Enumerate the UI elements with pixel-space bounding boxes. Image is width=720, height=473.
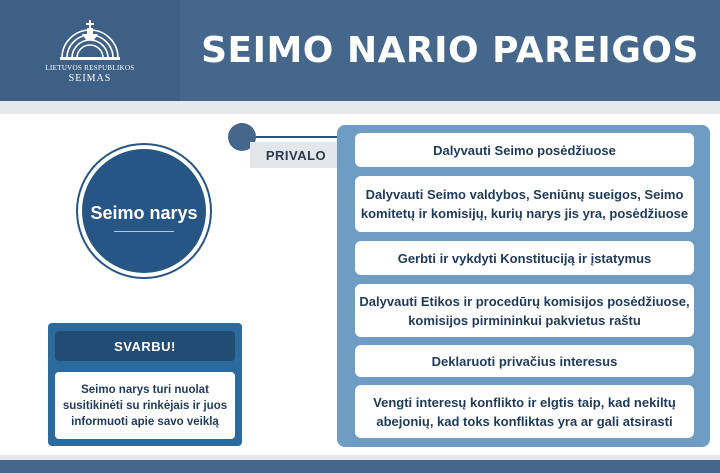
duty-item: Gerbti ir vykdyti Konstituciją ir įstatymus <box>355 241 694 275</box>
logo-text-line2: SEIMAS <box>68 73 112 84</box>
obligation-tag <box>250 142 342 168</box>
duty-item: Vengti interesų konflikto ir elgtis taip, kad nekiltų abejonių, kad toks konfliktas yra ar gali atsirasti <box>355 385 694 438</box>
duty-item: Dalyvauti Seimo posėdžiuose <box>355 133 694 167</box>
duty-item: Dalyvauti Seimo valdybos, Seniūnų sueigos, Seimo komitetų ir komisijų, kurių narys jis yra, posėdžiuose <box>355 176 694 232</box>
member-circle <box>82 149 206 273</box>
header-divider <box>0 101 720 114</box>
important-header <box>55 331 235 361</box>
important-box <box>48 323 242 446</box>
member-label: Seimo narys <box>90 203 198 223</box>
duty-item: Deklaruoti privačius interesus <box>355 345 694 377</box>
header-bar <box>0 0 720 101</box>
seimas-emblem-icon <box>54 18 126 62</box>
logo-text-line1: LIETUVOS RESPUBLIKOS <box>45 64 135 72</box>
member-underline <box>114 231 174 232</box>
important-title: SVARBU! <box>114 339 176 354</box>
seimas-logo <box>0 0 180 101</box>
important-text: Seimo narys turi nuolat susitikinėti su rinkėjais ir juos informuoti apie savo veiklą <box>55 372 235 439</box>
connector-line <box>242 136 338 138</box>
duties-panel <box>337 125 710 447</box>
obligation-tag-label: PRIVALO <box>265 148 327 163</box>
duty-item: Dalyvauti Etikos ir procedūrų komisijos posėdžiuose, komisijos pirmininkui pakvietus raštu <box>355 284 694 337</box>
page-title: SEIMO NARIO PAREIGOS <box>201 30 699 71</box>
footer-bar <box>0 460 720 473</box>
